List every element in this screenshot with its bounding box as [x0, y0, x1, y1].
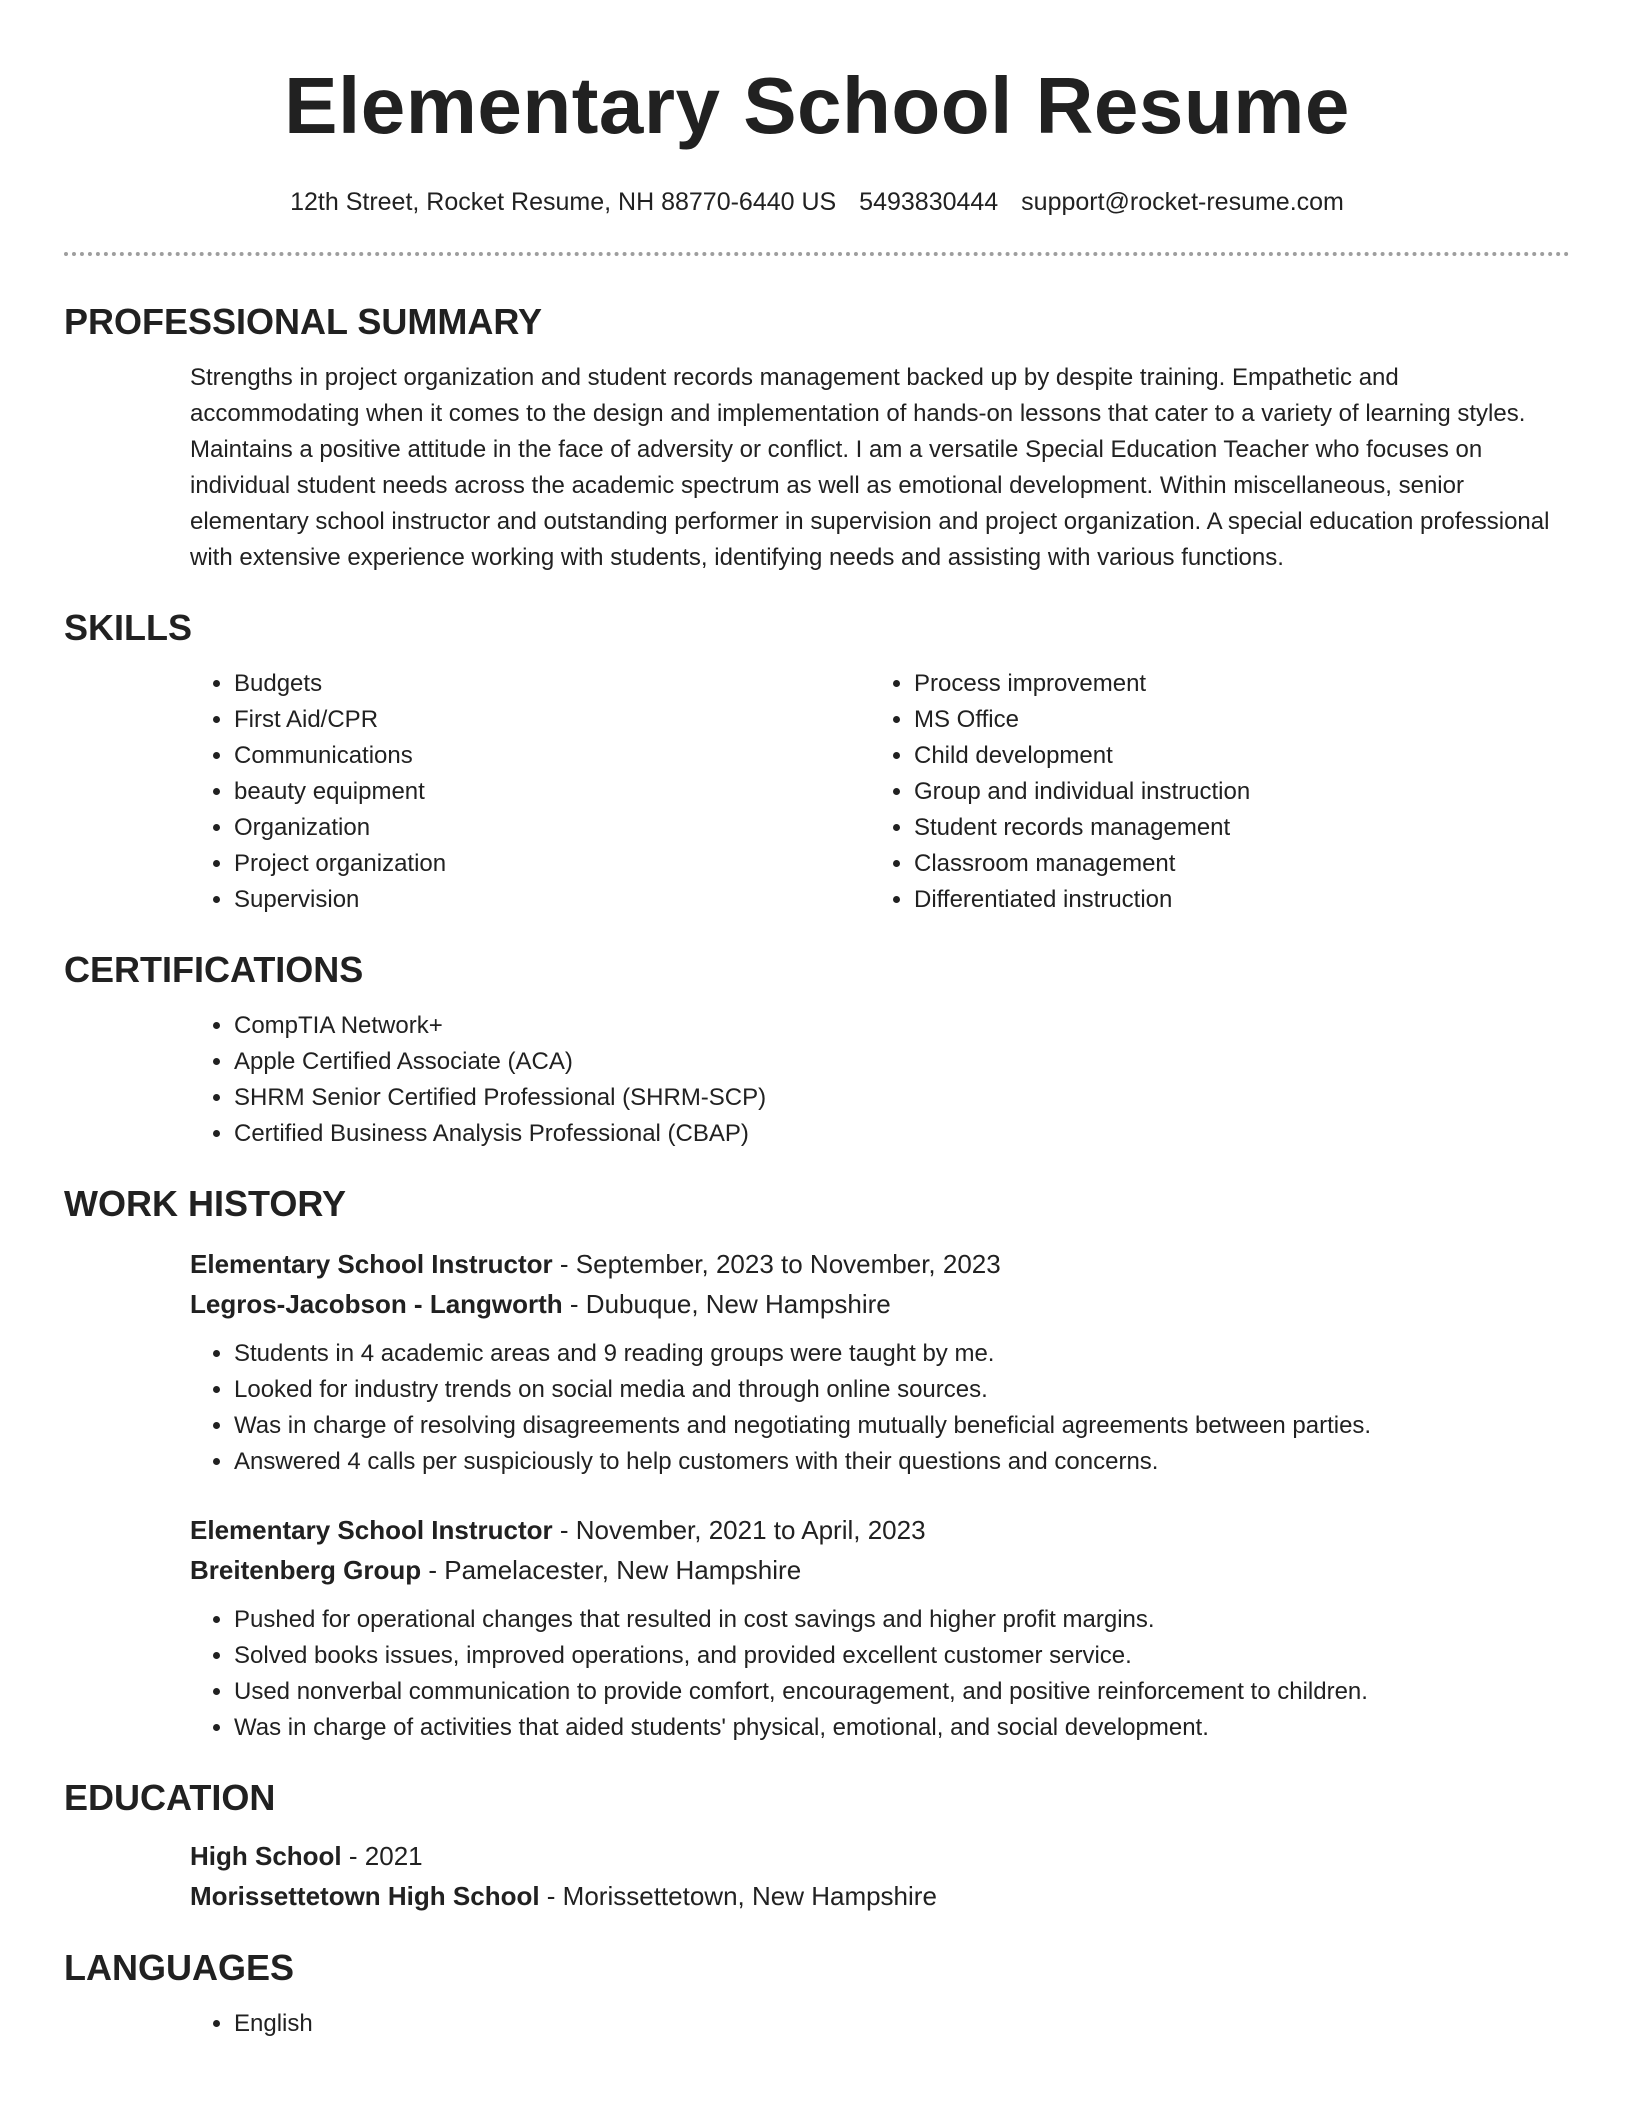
- certification-item: • SHRM Senior Certified Professional (SHRM-SCP): [234, 1080, 1570, 1116]
- job-dates: - November, 2021 to April, 2023: [552, 1515, 926, 1545]
- certification-item: • Apple Certified Associate (ACA): [234, 1044, 1570, 1080]
- work-history-heading: WORK HISTORY: [64, 1183, 347, 1224]
- skill-item: • Student records management: [914, 810, 1550, 846]
- skill-item: • Classroom management: [914, 846, 1550, 882]
- skills-column-left: [190, 666, 870, 918]
- skill-item: • First Aid/CPR: [234, 702, 870, 738]
- languages-list: [64, 2006, 1570, 2042]
- summary-text: Strengths in project organization and student records management backed up by despite training. Empathetic and accommodating when it comes to the design and implementation of hands-on lessons that cater to a variety of learning styles. Maintains a positive attitude in the face of adversity or conflict. I am a versatile Special Education Teacher who focuses on individual student needs across the academic spectrum as well as emotional development. Within miscellaneous, senior elementary school instructor and outstanding performer in supervision and project organization. A special education professional with extensive experience working with students, identifying needs and assisting with various functions.: [190, 364, 1550, 571]
- skill-item: • beauty equipment: [234, 774, 870, 810]
- phone-text: 5493830444: [859, 188, 999, 216]
- job-bullet: • Was in charge of activities that aided students' physical, emotional, and social development.: [234, 1710, 1570, 1746]
- skill-item: • Organization: [234, 810, 870, 846]
- skill-item: • Child development: [914, 738, 1550, 774]
- address-text: 12th Street, Rocket Resume, NH 88770-6440 US: [290, 188, 837, 216]
- job-role: Elementary School Instructor: [190, 1249, 553, 1279]
- certification-item: • CompTIA Network+: [234, 1008, 1570, 1044]
- job-bullet: • Used nonverbal communication to provide comfort, encouragement, and positive reinforcement to children.: [234, 1674, 1570, 1710]
- education-year: - 2021: [341, 1841, 423, 1871]
- contact-line: [64, 186, 1570, 218]
- resume-title: Elementary School Resume: [284, 61, 1350, 150]
- certifications-list: [64, 1008, 1570, 1152]
- email-text: support@rocket-resume.com: [1021, 188, 1344, 216]
- education-degree-line: [190, 1836, 1570, 1876]
- certifications-heading: CERTIFICATIONS: [64, 949, 364, 990]
- education-heading: EDUCATION: [64, 1777, 276, 1818]
- job-company-line: [190, 1550, 1570, 1590]
- education-degree: High School: [190, 1841, 342, 1871]
- skill-item: • Communications: [234, 738, 870, 774]
- job-bullet: • Looked for industry trends on social media and through online sources.: [234, 1372, 1570, 1408]
- resume-page: [64, 0, 1570, 2042]
- skill-item: • Project organization: [234, 846, 870, 882]
- skills-list: [64, 666, 1570, 918]
- skills-column-right: [870, 666, 1550, 918]
- job-entry: [64, 1244, 1570, 1480]
- job-title-line: [190, 1510, 1570, 1550]
- education-school: Morissettetown High School: [190, 1881, 540, 1911]
- language-item: • English: [234, 2006, 1570, 2042]
- job-role: Elementary School Instructor: [190, 1515, 553, 1545]
- job-dates: - September, 2023 to November, 2023: [552, 1249, 1001, 1279]
- header-divider: [64, 252, 1570, 256]
- education-entry: [64, 1836, 1570, 1916]
- job-company: Legros-Jacobson - Langworth: [190, 1289, 563, 1319]
- job-bullet: • Was in charge of resolving disagreements and negotiating mutually beneficial agreements between parties.: [234, 1408, 1570, 1444]
- education-school-line: [190, 1876, 1570, 1916]
- job-title-line: [190, 1244, 1570, 1284]
- skill-item: • Process improvement: [914, 666, 1550, 702]
- skills-heading: SKILLS: [64, 607, 193, 648]
- job-entry: [64, 1510, 1570, 1746]
- skill-item: • MS Office: [914, 702, 1550, 738]
- job-location: - Dubuque, New Hampshire: [562, 1289, 891, 1319]
- job-company-line: [190, 1284, 1570, 1324]
- languages-heading: LANGUAGES: [64, 1947, 295, 1988]
- skill-item: • Supervision: [234, 882, 870, 918]
- summary-heading: PROFESSIONAL SUMMARY: [64, 301, 543, 342]
- job-bullet: • Solved books issues, improved operations, and provided excellent customer service.: [234, 1638, 1570, 1674]
- education-location: - Morissettetown, New Hampshire: [539, 1881, 937, 1911]
- job-bullet: • Answered 4 calls per suspiciously to help customers with their questions and concerns.: [234, 1444, 1570, 1480]
- job-company: Breitenberg Group: [190, 1555, 422, 1585]
- certification-item: • Certified Business Analysis Professional (CBAP): [234, 1116, 1570, 1152]
- skill-item: • Budgets: [234, 666, 870, 702]
- job-bullet: • Students in 4 academic areas and 9 reading groups were taught by me.: [234, 1336, 1570, 1372]
- job-location: - Pamelacester, New Hampshire: [421, 1555, 802, 1585]
- skill-item: • Group and individual instruction: [914, 774, 1550, 810]
- skill-item: • Differentiated instruction: [914, 882, 1550, 918]
- job-bullet: • Pushed for operational changes that resulted in cost savings and higher profit margins.: [234, 1602, 1570, 1638]
